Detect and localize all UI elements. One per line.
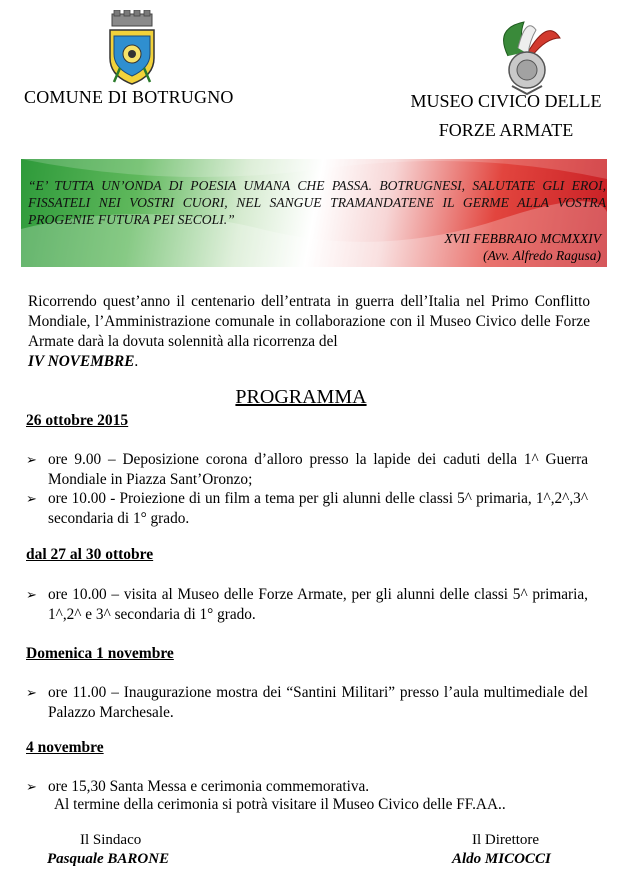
program-item: ➢ ore 10.00 – visita al Museo delle Forze Armate, per gli alunni delle classi 5^ primaria, 1^,2^ e 3^ secondaria di 1° grado. <box>26 586 588 623</box>
banner-quote-author: (Avv. Alfredo Ragusa) <box>483 248 601 263</box>
section-heading-4: 4 novembre <box>26 739 104 756</box>
arrow-bullet-icon: ➢ <box>26 491 37 506</box>
banner-quote: “E’ TUTTA UN’ONDA DI POESIA UMANA CHE PASSA. BOTRUGNESI, SALUTATE GLI EROI, FISSATELI NEI VOSTRI CUORI, NEL SANGUE TRAMANDATENE IL GERME ALLA VOSTRA PROGENIE FUTURA PEI SECOLI.” <box>28 178 606 227</box>
intro-text: Ricorrendo quest’anno il centenario dell’entrata in guerra dell’Italia nel Primo Conflitto Mondiale, l’Amministrazione comunale in collaborazione con il Museo Civico delle Forze Armate darà la dovuta solennità alla ricorrenza del <box>28 293 590 350</box>
section-heading-3: Domenica 1 novembre <box>26 645 174 662</box>
intro-end: . <box>134 353 139 370</box>
mayor-title: Il Sindaco <box>80 832 142 848</box>
section-heading-1: 26 ottobre 2015 <box>26 412 129 429</box>
municipality-title: COMUNE DI BOTRUGNO <box>24 87 234 107</box>
military-emblem-icon <box>488 8 566 96</box>
closing-note: Al termine della cerimonia si potrà visitare il Museo Civico delle FF.AA.. <box>54 796 506 813</box>
program-item: ➢ ore 15,30 Santa Messa e cerimonia commemorativa. <box>26 778 370 795</box>
arrow-bullet-icon: ➢ <box>26 452 37 467</box>
director-title: Il Direttore <box>472 832 540 848</box>
museum-title-line1: MUSEO CIVICO DELLE <box>410 91 602 111</box>
program-item: ➢ ore 10.00 - Proiezione di un film a tema per gli alunni delle classi 5^ primaria, 1^,2^,3^ secondaria di 1° grado. <box>26 490 588 527</box>
intro-highlight: IV NOVEMBRE <box>28 353 135 370</box>
municipal-crest-icon <box>106 10 158 86</box>
arrow-bullet-icon: ➢ <box>26 587 37 602</box>
program-item: ➢ ore 9.00 – Deposizione corona d’alloro presso la lapide dei caduti della 1^ Guerra Mondiale in Piazza Sant’Oronzo; <box>26 451 588 488</box>
museum-title-line2: FORZE ARMATE <box>438 120 574 140</box>
banner-quote-date: XVII FEBBRAIO MCMXXIV <box>444 231 601 246</box>
intro-paragraph <box>28 292 590 372</box>
arrow-bullet-icon: ➢ <box>26 685 37 700</box>
program-item: ➢ ore 11.00 – Inaugurazione mostra dei “Santini Militari” presso l’aula multimediale del Palazzo Marchesale. <box>26 684 588 721</box>
flag-banner <box>21 159 607 267</box>
program-title: PROGRAMMA <box>235 386 367 408</box>
mayor-name: Pasquale BARONE <box>47 851 170 867</box>
arrow-bullet-icon: ➢ <box>26 779 37 794</box>
museum-title <box>396 87 616 145</box>
section-heading-2: dal 27 al 30 ottobre <box>26 546 154 563</box>
director-name: Aldo MICOCCI <box>452 851 551 867</box>
